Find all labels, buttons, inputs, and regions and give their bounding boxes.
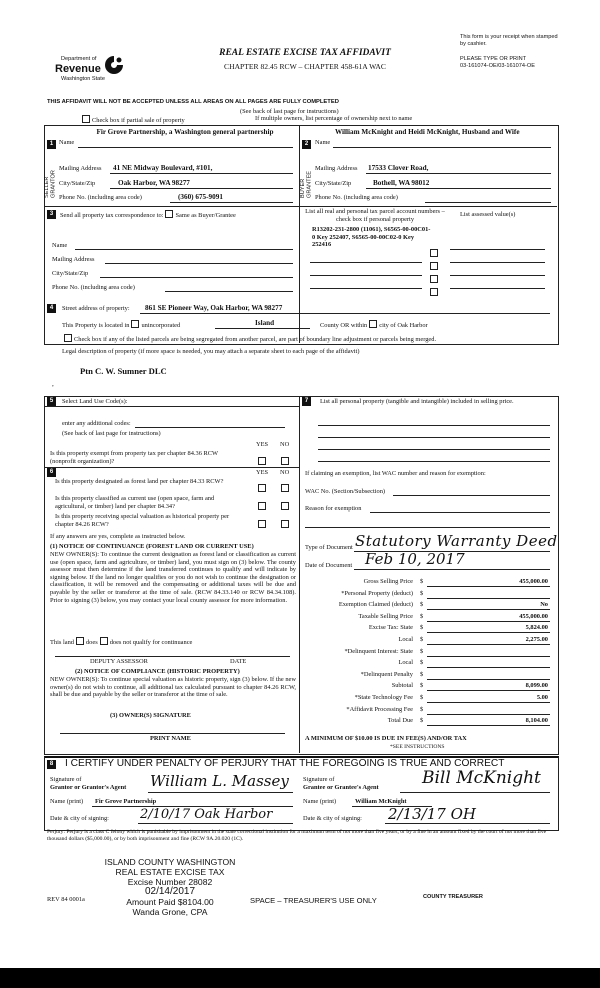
- stamp-line3: Excise Number 28082: [127, 877, 213, 887]
- buyer-mailing-label: Mailing Address: [315, 165, 358, 172]
- tax-row-label: Exemption Claimed (deduct): [338, 601, 413, 609]
- tax-row-label: Local: [398, 636, 413, 643]
- tax-row-value: 8,099.00: [525, 682, 548, 690]
- land-line: [50, 637, 192, 647]
- tax-row-currency: $: [420, 717, 424, 725]
- section3-label: [60, 210, 236, 220]
- additional-codes: enter any additional codes:: [62, 420, 131, 427]
- see-back-note: (See back of last page for instructions): [240, 108, 339, 115]
- partial-sale-checkbox[interactable]: [82, 115, 90, 123]
- city-of-label: city of Oak Harbor: [379, 322, 428, 329]
- tax-row-currency: $: [420, 670, 424, 678]
- grantee-date: 2/13/17 OH: [388, 805, 476, 823]
- seller-mailing: 41 NE Midway Boulevard, #101,: [113, 164, 213, 172]
- form-title: REAL ESTATE EXCISE TAX AFFIDAVIT: [219, 48, 391, 58]
- buyer-name: William McKnight and Heidi McKnight, Husband and Wife: [335, 128, 520, 136]
- tax-row-underline: [427, 714, 550, 715]
- see-instructions: *SEE INSTRUCTIONS: [390, 744, 445, 750]
- s6-yes: YES: [256, 469, 269, 476]
- s3-mailing-label: Mailing Address: [52, 256, 95, 263]
- tax-row-currency: $: [420, 578, 424, 585]
- forest-question: Is this property designated as forest land per chapter 84.33 RCW?: [55, 478, 224, 485]
- tax-row-label: Total Due: [387, 717, 413, 725]
- section-1-badge: 1: [47, 140, 56, 149]
- tax-row-underline: [427, 644, 550, 645]
- parcel-list: R13202-231-2800 (11061), S6565-00-00C01-0 Key 252407, S6565-00-00C02-0 Key 252416: [312, 226, 431, 249]
- does-label: does: [85, 639, 98, 646]
- dept-line2: Revenue: [55, 63, 101, 75]
- stamp-line1: ISLAND COUNTY WASHINGTON: [104, 857, 236, 867]
- print-note: PLEASE TYPE OR PRINT: [460, 56, 527, 62]
- tax-row-value: 8,104.00: [525, 717, 548, 725]
- section-5-badge: 5: [47, 397, 56, 406]
- assessed-header: List assessed value(s): [460, 211, 516, 218]
- notice2-body: NEW OWNER(S): To continue special valuation as historic property, sign (3) below. If the new owner(s) do not wish to continue, all additional tax calculated pursuant to chapter 84.26 RCW, shall be due and payable by the seller or transferor at the time of sale.: [50, 676, 296, 699]
- s5-see-back: (See back of last page for instructions): [62, 430, 161, 437]
- segregated-checkbox[interactable]: [64, 334, 72, 342]
- current-use-question: Is this property classified as current use (open space, farm and agricultural, or timber) land per chapter 84.34?: [55, 495, 215, 510]
- tax-row-underline: [427, 598, 550, 599]
- land-use-label: Select Land Use Code(s):: [62, 398, 128, 405]
- tax-row-label: *Personal Property (deduct): [341, 589, 413, 597]
- tax-row-label: Local: [398, 659, 413, 667]
- grantor-date: 2/10/17 Oak Harbor: [140, 807, 273, 822]
- land-line-label: This land: [50, 639, 74, 646]
- tax-row-label: Excise Tax: State: [368, 624, 413, 632]
- tax-row-underline: [427, 679, 550, 680]
- tax-row-underline: [427, 667, 550, 668]
- tax-row-value: 455,000.00: [519, 578, 548, 585]
- segregated-label: Check box if any of the listed parcels are being segregated from another parcel, are part of boundary line adjustment or parcels being merged.: [74, 336, 437, 343]
- tax-row-label: *Delinquent Interest: State: [344, 647, 413, 655]
- forest-no-checkbox[interactable]: [279, 478, 291, 496]
- tax-row-label: *Affidavit Processing Fee: [346, 705, 413, 713]
- grantee-sig-label1: Signature of: [303, 776, 335, 783]
- does-checkbox[interactable]: [76, 637, 84, 645]
- grantor-name-label: Name (print): [50, 798, 84, 805]
- notice1-title: (1) NOTICE OF CONTINUANCE (FOREST LAND OR CURRENT USE): [50, 543, 254, 550]
- grantor-name: Fir Grove Partnership: [95, 798, 157, 805]
- exempt-question: Is this property exempt from property tax per chapter 84.36 RCW (nonprofit organization)?: [50, 450, 218, 465]
- buyer-city-label: City/State/Zip: [315, 180, 352, 187]
- tax-row-underline: [427, 702, 550, 703]
- s6-no: NO: [280, 469, 290, 476]
- tax-row-value: 2,275.00: [525, 636, 548, 643]
- does-not-label: does not qualify for continuance: [109, 639, 193, 646]
- grantor-date-label: Date & city of signing:: [50, 815, 109, 822]
- section-8-badge: 8: [47, 760, 56, 769]
- seller-city: Oak Harbor, WA 98277: [118, 179, 190, 187]
- tax-row-currency: $: [420, 705, 424, 713]
- street-label: Street address of property:: [62, 305, 130, 312]
- tax-row-underline: [427, 725, 550, 726]
- doc-date-handwritten: Feb 10, 2017: [365, 550, 465, 568]
- stamp-line6: Wanda Grone, CPA: [132, 907, 208, 917]
- tax-row-currency: $: [420, 624, 424, 632]
- treasurer-space: SPACE – TREASURER'S USE ONLY: [250, 896, 377, 905]
- logo-swirl-icon: [103, 54, 125, 76]
- s5-no: NO: [280, 441, 290, 448]
- grantee-name: William McKnight: [355, 798, 407, 805]
- stamp-line4: 02/14/2017: [144, 886, 196, 897]
- dept-line1: Department of: [61, 56, 97, 62]
- segregated-line: [62, 334, 436, 344]
- tax-row-value: 5.00: [536, 694, 548, 701]
- city-checkbox[interactable]: [369, 320, 377, 328]
- s5-yes: YES: [256, 441, 269, 448]
- historic-no-checkbox[interactable]: [279, 514, 291, 532]
- grantor-sig-label1: Signature of: [50, 776, 82, 783]
- does-not-checkbox[interactable]: [100, 637, 108, 645]
- personal-property-label: List all personal property (tangible and intangible) included in selling price.: [320, 398, 514, 405]
- tax-row-value: 5,824.00: [525, 624, 548, 632]
- section-4-badge: 4: [47, 304, 56, 313]
- s3-city-label: City/State/Zip: [52, 270, 89, 277]
- county-line: [320, 320, 428, 330]
- county-label: County OR within: [320, 322, 368, 329]
- owner-signature-title: (3) OWNER(S) SIGNATURE: [110, 712, 191, 719]
- tax-row-underline: [427, 609, 550, 610]
- grantor-sig-label2: Grantor or Grantor's Agent: [50, 784, 127, 791]
- forest-yes-checkbox[interactable]: [256, 478, 268, 496]
- print-name-label: PRINT NAME: [150, 735, 191, 742]
- certify-statement: I CERTIFY UNDER PENALTY OF PERJURY THAT THE FOREGOING IS TRUE AND CORRECT: [65, 758, 505, 769]
- parcel-header: List all real and personal tax parcel account numbers – check box if personal property: [305, 208, 445, 223]
- partial-sale: [80, 115, 185, 125]
- reason-label: Reason for exemption: [305, 505, 362, 512]
- dept-line3: Washington State: [61, 76, 105, 82]
- tax-row-currency: $: [420, 694, 424, 701]
- tax-row-currency: $: [420, 636, 424, 643]
- located-line: [62, 320, 180, 330]
- current-use-no-checkbox[interactable]: [279, 496, 291, 514]
- seller-side-label: SELLER GRANTOR: [44, 170, 57, 198]
- tax-row-label: Taxable Selling Price: [358, 612, 413, 620]
- buyer-city: Bothell, WA 98012: [373, 179, 430, 187]
- unincorporated-label: unincorporated: [141, 322, 181, 329]
- tax-row-label: *State Technology Fee: [354, 694, 413, 701]
- tax-row-currency: $: [420, 682, 424, 690]
- seller-city-label: City/State/Zip: [59, 180, 96, 187]
- notice2-title: (2) NOTICE OF COMPLIANCE (HISTORIC PROPERTY): [75, 668, 240, 675]
- s3-phone-label: Phone No. (including area code): [52, 284, 135, 291]
- tax-row-currency: $: [420, 659, 424, 667]
- buyer-side-label: BUYER GRANTEE: [300, 170, 313, 198]
- doc-date-label: Date of Document: [305, 562, 353, 569]
- multiple-owners-note: If multiple owners, list percentage of ownership next to name: [255, 115, 413, 122]
- tax-row-underline: [427, 586, 550, 587]
- scan-bottom-edge: [0, 968, 600, 988]
- tax-row-currency: $: [420, 601, 424, 609]
- tax-row-label: Subtotal: [391, 682, 413, 690]
- tax-row-underline: [427, 656, 550, 657]
- buyer-phone-label: Phone No. (including area code): [315, 194, 398, 201]
- minimum-note: A MINIMUM OF $10.00 IS DUE IN FEE(S) AND/OR TAX: [305, 735, 467, 742]
- seller-name: Fir Grove Partnership, a Washington general partnership: [96, 128, 274, 136]
- seller-phone: (360) 675-9091: [178, 193, 223, 201]
- tax-row-underline: [427, 621, 550, 622]
- ref-numbers: 03-161074-OE/03-161074-OE: [460, 63, 535, 69]
- seller-phone-label: Phone No. (including area code): [59, 194, 142, 201]
- tax-row-label: *Delinquent Penalty: [360, 670, 413, 678]
- same-as-buyer-label: Same as Buyer/Grantee: [175, 212, 236, 219]
- buyer-mailing: 17533 Clover Road,: [368, 164, 429, 172]
- street-address: 861 SE Pioneer Way, Oak Harbor, WA 98277: [145, 304, 283, 312]
- tax-row-label: Gross Selling Price: [363, 578, 413, 585]
- tax-row-value: No: [540, 601, 548, 609]
- doc-type-label: Type of Document: [305, 544, 353, 551]
- grantee-date-label: Date & city of signing:: [303, 815, 362, 822]
- tax-row-currency: $: [420, 589, 424, 597]
- same-as-buyer-checkbox[interactable]: [165, 210, 173, 218]
- buyer-name-label: Name: [315, 139, 331, 146]
- seller-mailing-label: Mailing Address: [59, 165, 102, 172]
- section-7-badge: 7: [302, 397, 311, 406]
- county-name: Island: [255, 319, 275, 327]
- form-subtitle: CHAPTER 82.45 RCW – CHAPTER 458-61A WAC: [224, 62, 386, 71]
- section-3-badge: 3: [47, 210, 56, 219]
- doc-type-handwritten: Statutory Warranty Deed: [355, 532, 558, 550]
- perjury-statement: Perjury: Perjury is a class C felony which is punishable by imprisonment in the state correctional institution for a maximum term of not more than five years, or by a fine in an amount fixed by the court of not more than five thousand dollars ($5,000.00), or by both imprisonment and fine (RCW 9A.20.020 (1C).: [47, 829, 547, 842]
- stamp-line5: Amount Paid $8104.00: [126, 897, 214, 907]
- grantor-signature: William L. Massey: [150, 772, 289, 790]
- tax-row-currency: $: [420, 612, 424, 620]
- s3-name-label: Name: [52, 242, 68, 249]
- if-yes-note: If any answers are yes, complete as instructed below.: [50, 533, 186, 540]
- grantee-signature: Bill McKnight: [422, 768, 541, 788]
- section3-label-text: Send all property tax correspondence to:: [60, 212, 164, 219]
- grantee-name-label: Name (print): [303, 798, 337, 805]
- legal-description: Ptn C. W. Sumner DLC: [80, 366, 167, 376]
- seller-name-label: Name: [59, 139, 75, 146]
- warning-text: THIS AFFIDAVIT WILL NOT BE ACCEPTED UNLESS ALL AREAS ON ALL PAGES ARE FULLY COMPLETED: [47, 99, 339, 105]
- stamp-line2: REAL ESTATE EXCISE TAX: [115, 867, 225, 877]
- tax-row-underline: [427, 690, 550, 691]
- stray-comma: ,: [52, 380, 54, 388]
- deputy-assessor: DEPUTY ASSESSOR: [90, 658, 148, 665]
- partial-sale-label: Check box if partial sale of property: [92, 117, 185, 124]
- recording-stamp: [95, 857, 245, 917]
- tax-row-currency: $: [420, 647, 424, 655]
- unincorporated-checkbox[interactable]: [131, 320, 139, 328]
- county-treasurer: COUNTY TREASURER: [423, 894, 483, 900]
- current-use-yes-checkbox[interactable]: [256, 496, 268, 514]
- grantee-sig-label2: Grantee or Grantee's Agent: [303, 784, 379, 791]
- notice1-body: NEW OWNER(S): To continue the current designation as forest land or classification as current use (open space, farm and agriculture, or timber) land, you must sign on (3) below. The county assessor must then determine if the land transferred continues to qualify and will indicate by signing below. If the land no longer qualifies or you do not wish to continue the designation or classification, it will be removed and the compensating or additional taxes will be due and payable by the seller or transferor at the time of sale. (RCW 84.33.140 or RCW 84.34.108). Prior to signing (3) below, you may contact your local county assessor for more information.: [50, 551, 296, 604]
- tax-row-value: 455,000.00: [519, 612, 548, 620]
- section-6-badge: 6: [47, 468, 56, 477]
- revenue-logo: [55, 54, 130, 90]
- parcel-checkbox-4[interactable]: [428, 282, 440, 300]
- exemption-note: If claiming an exemption, list WAC number and reason for exemption:: [305, 470, 486, 477]
- wac-label: WAC No. (Section/Subsection): [305, 488, 386, 495]
- receipt-note: This form is your receipt when stamped by cashier.: [460, 34, 558, 47]
- rev-number: REV 84 0001a: [47, 896, 85, 903]
- assessor-date: DATE: [230, 658, 247, 665]
- historic-question: Is this property receiving special valuation as historical property per chapter 84.26 RCW?: [55, 513, 230, 528]
- section-2-badge: 2: [302, 140, 311, 149]
- legal-label: Legal description of property (if more space is needed, you may attach a separate sheet to each page of the affidavit): [62, 348, 360, 355]
- tax-row-underline: [427, 632, 550, 633]
- located-label: This Property is located in: [62, 322, 130, 329]
- historic-yes-checkbox[interactable]: [256, 514, 268, 532]
